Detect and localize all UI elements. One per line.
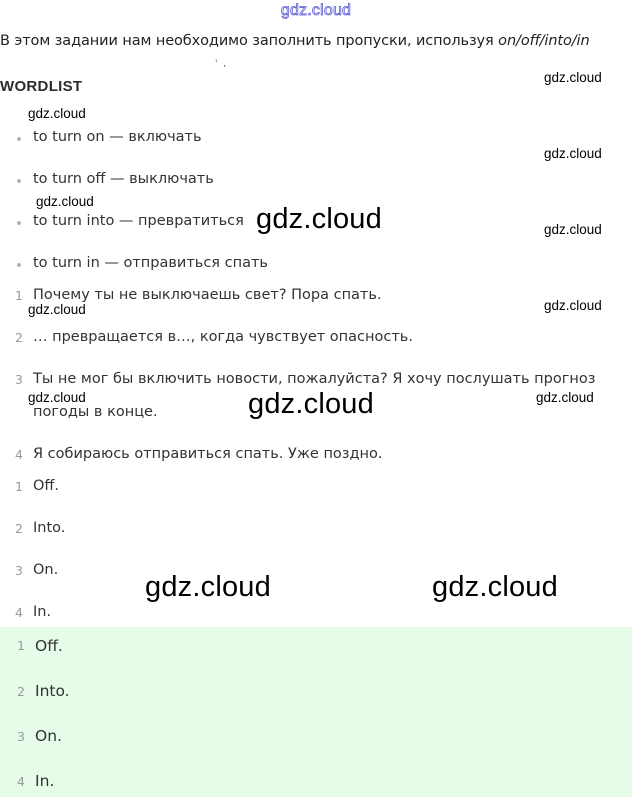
highlight-answer-text: Off. bbox=[35, 637, 63, 655]
translation-text-continued: погоды в конце. bbox=[33, 404, 158, 420]
translation-number: 2 bbox=[15, 330, 23, 345]
bullet-icon bbox=[17, 221, 21, 225]
translation-number: 3 bbox=[15, 372, 23, 387]
highlight-answer-number: 2 bbox=[17, 684, 25, 699]
answer-number: 3 bbox=[15, 563, 23, 578]
bullet-icon bbox=[17, 263, 21, 267]
translation-text: Я собираюсь отправиться спать. Уже поздно. bbox=[33, 446, 383, 462]
task-intro bbox=[0, 33, 590, 49]
answer-number: 1 bbox=[15, 479, 23, 494]
highlight-answer-number: 1 bbox=[17, 638, 25, 653]
wordlist-item-turn-in: to turn in — отправиться спать bbox=[33, 255, 268, 271]
answer-text: On. bbox=[33, 562, 59, 578]
answer-number: 2 bbox=[15, 521, 23, 536]
site-logo[interactable]: gdz.cloud bbox=[280, 2, 352, 19]
answer-text: Into. bbox=[33, 520, 66, 536]
answer-text: Off. bbox=[33, 478, 60, 494]
watermark: gdz.cloud bbox=[28, 390, 86, 405]
watermark: gdz.cloud bbox=[36, 194, 94, 209]
watermark-large: gdz.cloud bbox=[432, 571, 558, 603]
bullet-icon bbox=[17, 179, 21, 183]
answer-number: 4 bbox=[15, 605, 23, 620]
wordlist-heading: WORDLIST bbox=[0, 78, 83, 95]
translation-text: Ты не мог бы включить новости, пожалуйста? Я хочу послушать прогноз bbox=[33, 371, 596, 387]
watermark-large: gdz.cloud bbox=[256, 203, 382, 235]
wordlist-item-turn-into: to turn into — превратиться bbox=[33, 213, 244, 229]
highlight-answer-text: On. bbox=[35, 727, 62, 745]
watermark: gdz.cloud bbox=[536, 390, 594, 405]
watermark: gdz.cloud bbox=[544, 146, 602, 161]
bullet-icon bbox=[17, 137, 21, 141]
translation-text: Почему ты не выключаешь свет? Пора спать. bbox=[33, 287, 382, 303]
highlight-answer-number: 4 bbox=[17, 774, 25, 789]
answer-highlight-panel bbox=[0, 627, 632, 797]
intro-text: В этом задании нам необходимо заполнить пропуски, используя bbox=[0, 33, 499, 49]
decorative-ticks: ' , bbox=[215, 59, 227, 69]
watermark-large: gdz.cloud bbox=[248, 388, 374, 420]
watermark: gdz.cloud bbox=[544, 222, 602, 237]
wordlist-item-turn-on: to turn on — включать bbox=[33, 129, 202, 145]
translation-number: 4 bbox=[15, 447, 23, 462]
highlight-answer-text: Into. bbox=[35, 682, 70, 700]
wordlist-item-turn-off: to turn off — выключать bbox=[33, 171, 214, 187]
watermark-large: gdz.cloud bbox=[145, 571, 271, 603]
watermark: gdz.cloud bbox=[28, 302, 86, 317]
watermark: gdz.cloud bbox=[544, 298, 602, 313]
translation-number: 1 bbox=[15, 288, 23, 303]
watermark: gdz.cloud bbox=[28, 106, 86, 121]
intro-emphasis: on/off/into/in bbox=[498, 33, 590, 49]
highlight-answer-text: In. bbox=[35, 772, 55, 790]
answer-text: In. bbox=[33, 604, 52, 620]
highlight-answer-number: 3 bbox=[17, 729, 25, 744]
watermark: gdz.cloud bbox=[544, 70, 602, 85]
translation-text: … превращается в…, когда чувствует опасность. bbox=[33, 329, 413, 345]
